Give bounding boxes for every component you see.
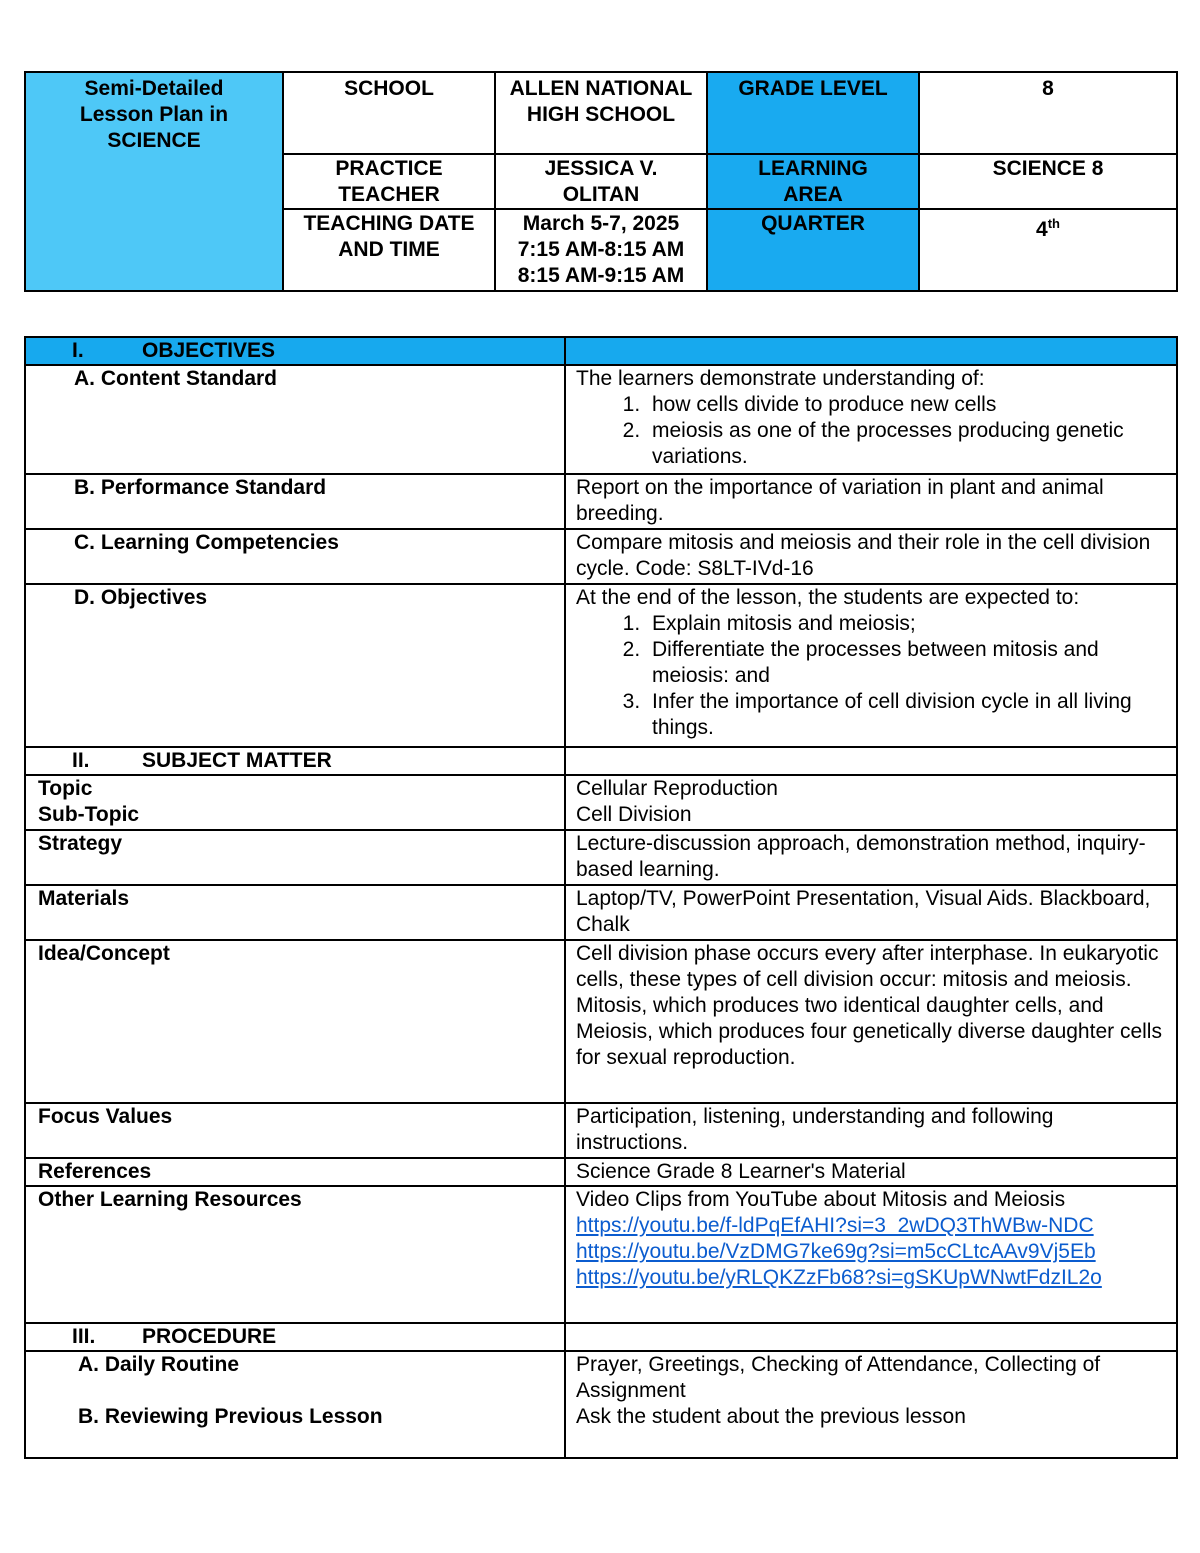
objectives-list xyxy=(576,611,1168,741)
practice-teacher-value: JESSICA V. OLITAN xyxy=(495,154,707,209)
list-item: 1. Explain mitosis and meiosis; xyxy=(646,611,1168,637)
practice-teacher-label: PRACTICE TEACHER xyxy=(283,154,495,209)
learning-area-label: LEARNING AREA xyxy=(707,154,919,209)
youtube-link-2[interactable]: https://youtu.be/VzDMG7ke69g?si=m5cCLtcAAv9Vj5Eb xyxy=(576,1240,1096,1263)
school-value: ALLEN NATIONAL HIGH SCHOOL xyxy=(495,72,707,154)
header-table xyxy=(24,71,1178,292)
learning-competencies-row: C. Learning Competencies Compare mitosis and meiosis and their role in the cell division cycle. Code: S8LT-IVd-16 xyxy=(25,529,1177,584)
teaching-date-value: March 5-7, 2025 7:15 AM-8:15 AM 8:15 AM-9:15 AM xyxy=(495,209,707,291)
lesson-details-table xyxy=(24,336,1178,1459)
topic-row: Topic Sub-Topic Cellular Reproduction Cell Division xyxy=(25,775,1177,830)
list-item: 2. Differentiate the processes between mitosis and meiosis: and xyxy=(646,637,1168,689)
list-item: 3. Infer the importance of cell division cycle in all living things. xyxy=(646,689,1168,741)
content-standard-list xyxy=(576,392,1168,470)
objectives-row: D. Objectives At the end of the lesson, the students are expected to: 1. Explain mitosis and meiosis; 2. Differentiate the processes between mitosis and meiosis: and 3. Infer the importance of cell division cycle in all living things. xyxy=(25,584,1177,747)
list-item: 1. how cells divide to produce new cells xyxy=(646,392,1168,418)
focus-values-row: Focus Values Participation, listening, understanding and following instructions. xyxy=(25,1103,1177,1158)
lesson-plan-title: Semi-Detailed Lesson Plan in SCIENCE xyxy=(25,72,283,291)
quarter-value: 4th xyxy=(919,209,1177,291)
youtube-link-3[interactable]: https://youtu.be/yRLQKZzFb68?si=gSKUpWNwtFdzIL2o xyxy=(576,1266,1102,1289)
content-standard-row: A. Content Standard The learners demonstrate understanding of: 1. how cells divide to produce new cells 2. meiosis as one of the processes producing genetic variations. xyxy=(25,365,1177,474)
idea-concept-row: Idea/Concept Cell division phase occurs every after interphase. In eukaryotic cells, these types of cell division occur: mitosis and meiosis. Mitosis, which produces two identical daughter cells, and Meiosis, which produces four genetically diverse daughter cells for sexual reproduction. xyxy=(25,940,1177,1103)
performance-standard-row: B. Performance Standard Report on the importance of variation in plant and animal breeding. xyxy=(25,474,1177,529)
quarter-label: QUARTER xyxy=(707,209,919,291)
grade-level-value: 8 xyxy=(919,72,1177,154)
references-row: References Science Grade 8 Learner's Material xyxy=(25,1158,1177,1186)
objectives-section-header: I. OBJECTIVES xyxy=(25,337,1177,365)
strategy-row: Strategy Lecture-discussion approach, demonstration method, inquiry-based learning. xyxy=(25,830,1177,885)
learning-area-value: SCIENCE 8 xyxy=(919,154,1177,209)
youtube-link-1[interactable]: https://youtu.be/f-ldPqEfAHI?si=3_2wDQ3ThWBw-NDC xyxy=(576,1214,1094,1237)
content-standard-label: A. Content Standard xyxy=(74,367,277,390)
grade-level-label: GRADE LEVEL xyxy=(707,72,919,154)
subject-matter-section-header: II. SUBJECT MATTER xyxy=(25,747,1177,775)
procedure-section-header: III. PROCEDURE xyxy=(25,1323,1177,1351)
materials-row: Materials Laptop/TV, PowerPoint Presentation, Visual Aids. Blackboard, Chalk xyxy=(25,885,1177,940)
procedure-row: A. Daily Routine B. Reviewing Previous Lesson Prayer, Greetings, Checking of Attendance, Collecting of Assignment Ask the student about the previous lesson xyxy=(25,1351,1177,1458)
school-label: SCHOOL xyxy=(283,72,495,154)
other-resources-row: Other Learning Resources Video Clips from YouTube about Mitosis and Meiosis https://youtu.be/f-ldPqEfAHI?si=3_2wDQ3ThWBw-NDC https://youtu.be/VzDMG7ke69g?si=m5cCLtcAAv9Vj5Eb https://youtu.be/yRLQKZzFb68?si=gSKUpWNwtFdzIL2o xyxy=(25,1186,1177,1323)
teaching-date-label: TEACHING DATE AND TIME xyxy=(283,209,495,291)
list-item: 2. meiosis as one of the processes producing genetic variations. xyxy=(646,418,1168,470)
